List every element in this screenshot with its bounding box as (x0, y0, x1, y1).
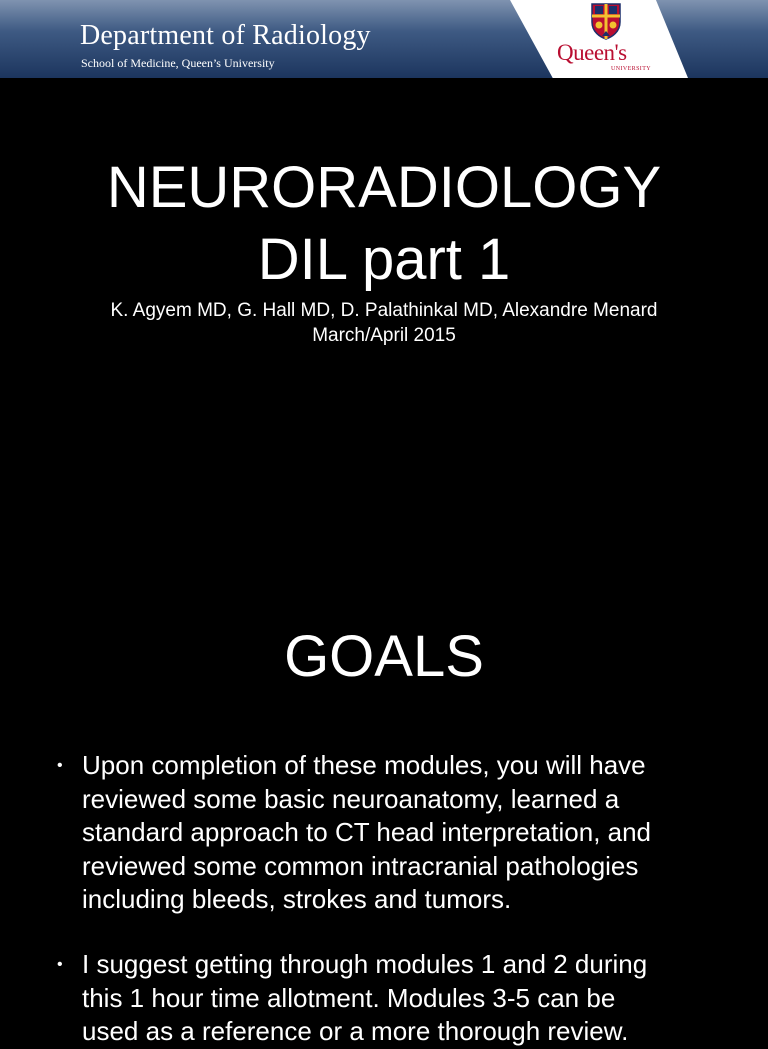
slide-title-line-1: NEURORADIOLOGY (106, 155, 662, 220)
goal-bullet-1-line: Upon completion of these modules, you will have (82, 750, 646, 780)
goal-bullet-2-line: this 1 hour time allotment. Modules 3-5 can be (82, 982, 616, 1013)
goal-bullet-2-line: I suggest getting through modules 1 and 2 during (82, 949, 648, 979)
goal-bullet-2 (82, 948, 732, 1049)
university-crest-icon (590, 2, 622, 40)
goal-bullet-2-line: used as a reference or a more thorough review. (82, 1016, 629, 1046)
goals-heading: GOALS (284, 624, 484, 689)
goal-bullet-1-line: reviewed some common intracranial pathologies (82, 850, 639, 881)
slide-title-line-2: DIL part 1 (257, 227, 511, 292)
goal-bullet-1-line: standard approach to CT head interpretation, and (82, 817, 652, 847)
goal-bullet-1-line: reviewed some basic neuroanatomy, learned a (82, 783, 620, 814)
slide-title (0, 152, 768, 296)
authors-line: K. Agyem MD, G. Hall MD, D. Palathinkal MD, Alexandre Menard (110, 300, 658, 321)
date-line: March/April 2015 (312, 325, 456, 346)
header-banner (0, 0, 768, 78)
bullet-icon: • (57, 956, 63, 973)
goal-bullet-1-line: including bleeds, strokes and tumors. (82, 884, 512, 914)
bullet-icon: • (57, 757, 63, 774)
school-subtitle: School of Medicine, Queen’s University (81, 56, 275, 70)
queens-wordmark: Queen's (557, 40, 627, 65)
goal-bullet-1 (82, 749, 732, 917)
queens-university-subtext: UNIVERSITY (611, 66, 651, 72)
department-title: Department of Radiology (80, 20, 371, 51)
